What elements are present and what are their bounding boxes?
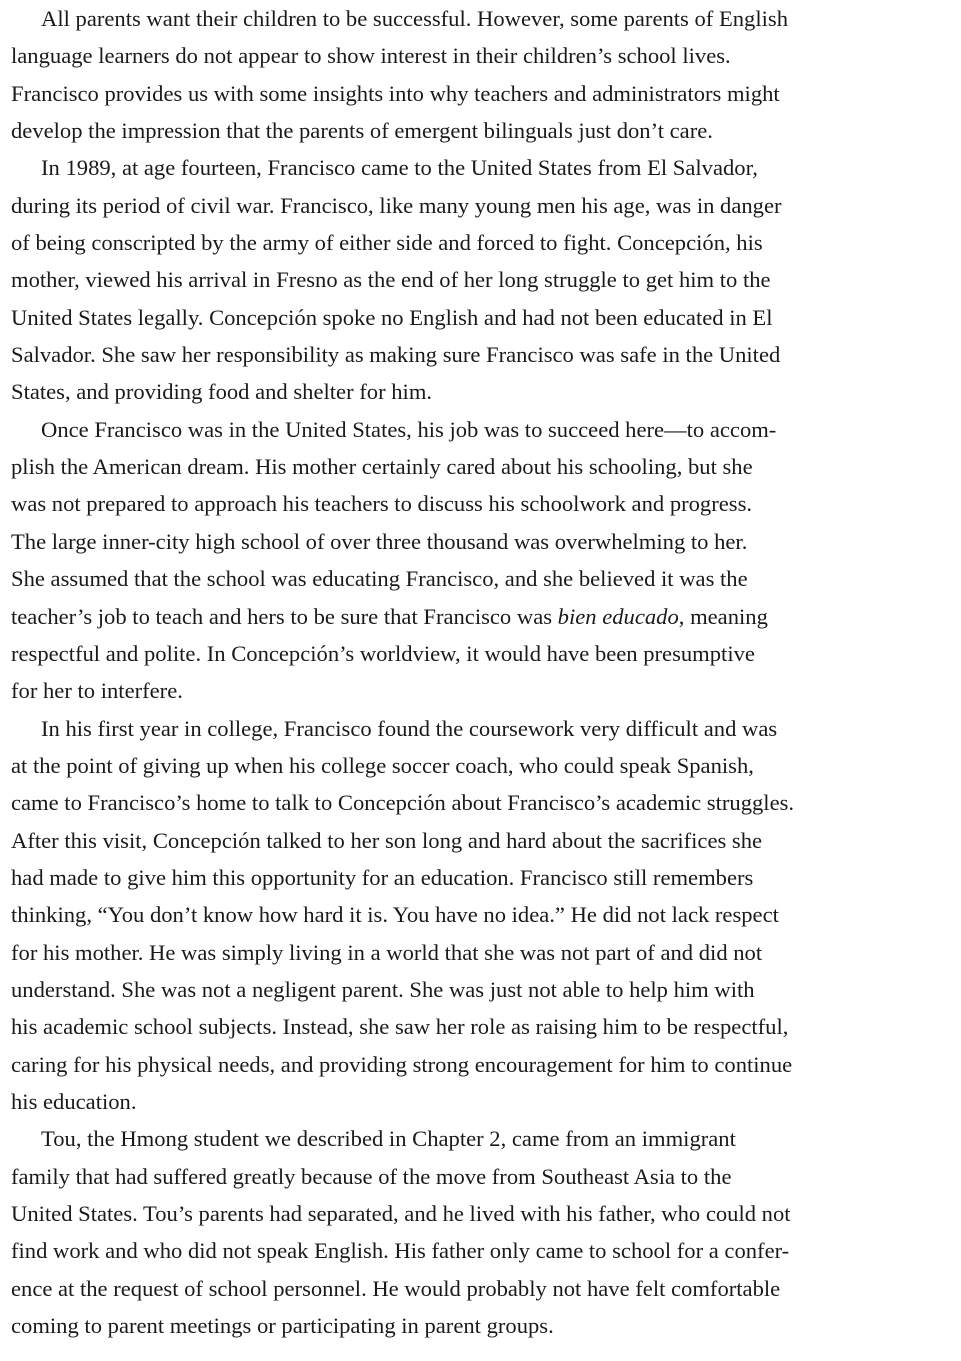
text-line-with-italic [11, 598, 916, 635]
text-line: States, and providing food and shelter for him. [11, 379, 433, 405]
paragraph-5 [11, 1120, 916, 1344]
text-line: during its period of civil war. Francisco, like many young men his age, was in danger [11, 192, 782, 218]
text-line: family that had suffered greatly because of the move from Southeast Asia to the [11, 1163, 732, 1189]
text-line: had made to give him this opportunity for an education. Francisco still remembers [11, 864, 754, 890]
text-line: ence at the request of school personnel. He would probably not have felt comfortable [11, 1275, 781, 1301]
text-line: Salvador. She saw her responsibility as making sure Francisco was safe in the United [11, 342, 781, 368]
italic-phrase: bien educado [557, 603, 679, 629]
text-line: for his mother. He was simply living in a world that she was not part of and did not [11, 939, 763, 965]
text-segment: teacher’s job to teach and hers to be sure that Francisco was [11, 603, 558, 629]
text-line: respectful and polite. In Concepción’s worldview, it would have been presumptive [11, 640, 755, 666]
text-line: of being conscripted by the army of either side and forced to fight. Concepción, his [11, 230, 763, 256]
text-line: In 1989, at age fourteen, Francisco came to the United States from El Salvador, [41, 155, 758, 181]
text-line: United States legally. Concepción spoke no English and had not been educated in El [11, 304, 773, 330]
text-line: understand. She was not a negligent parent. She was just not able to help him with [11, 976, 755, 1002]
text-line: plish the American dream. His mother certainly cared about his schooling, but she [11, 454, 753, 480]
text-line: thinking, “You don’t know how hard it is. You have no idea.” He did not lack respect [11, 902, 779, 928]
text-line: came to Francisco’s home to talk to Concepción about Francisco’s academic struggles. [11, 790, 795, 816]
text-line: mother, viewed his arrival in Fresno as the end of her long struggle to get him to the [11, 267, 771, 293]
text-line: was not prepared to approach his teachers to discuss his schoolwork and progress. [11, 491, 753, 517]
text-line: United States. Tou’s parents had separated, and he lived with his father, who could not [11, 1201, 791, 1226]
text-line: language learners do not appear to show interest in their children’s school lives. [11, 43, 731, 69]
text-line: develop the impression that the parents of emergent bilinguals just don’t care. [11, 118, 713, 144]
paragraph-1 [11, 0, 916, 149]
text-line: find work and who did not speak English. His father only came to school for a confer- [11, 1238, 790, 1264]
text-line: for her to interfere. [11, 678, 183, 704]
paragraph-3 [11, 411, 916, 710]
text-line: Once Francisco was in the United States, his job was to succeed here—to accom- [41, 416, 777, 442]
text-line: caring for his physical needs, and providing strong encouragement for him to continue [11, 1051, 793, 1077]
text-line: his education. [11, 1088, 137, 1114]
text-line: at the point of giving up when his college soccer coach, who could speak Spanish, [11, 752, 754, 778]
paragraph-4 [11, 710, 916, 1121]
text-line: Francisco provides us with some insights into why teachers and administrators might [11, 80, 780, 106]
text-line: The large inner-city high school of over three thousand was overwhelming to her. [11, 528, 748, 554]
text-line: Tou, the Hmong student we described in Chapter 2, came from an immigrant [41, 1126, 736, 1152]
text-line: coming to parent meetings or participating in parent groups. [11, 1313, 554, 1339]
text-line: She assumed that the school was educating Francisco, and she believed it was the [11, 566, 748, 592]
document-page [11, 0, 916, 1344]
paragraph-2 [11, 149, 916, 410]
text-segment: , meaning [678, 603, 768, 629]
text-line: In his first year in college, Francisco found the coursework very difficult and was [41, 715, 778, 741]
text-line: All parents want their children to be successful. However, some parents of English [41, 6, 788, 31]
text-line: After this visit, Concepción talked to her son long and hard about the sacrifices she [11, 827, 763, 853]
text-line: his academic school subjects. Instead, she saw her role as raising him to be respectful, [11, 1014, 789, 1040]
